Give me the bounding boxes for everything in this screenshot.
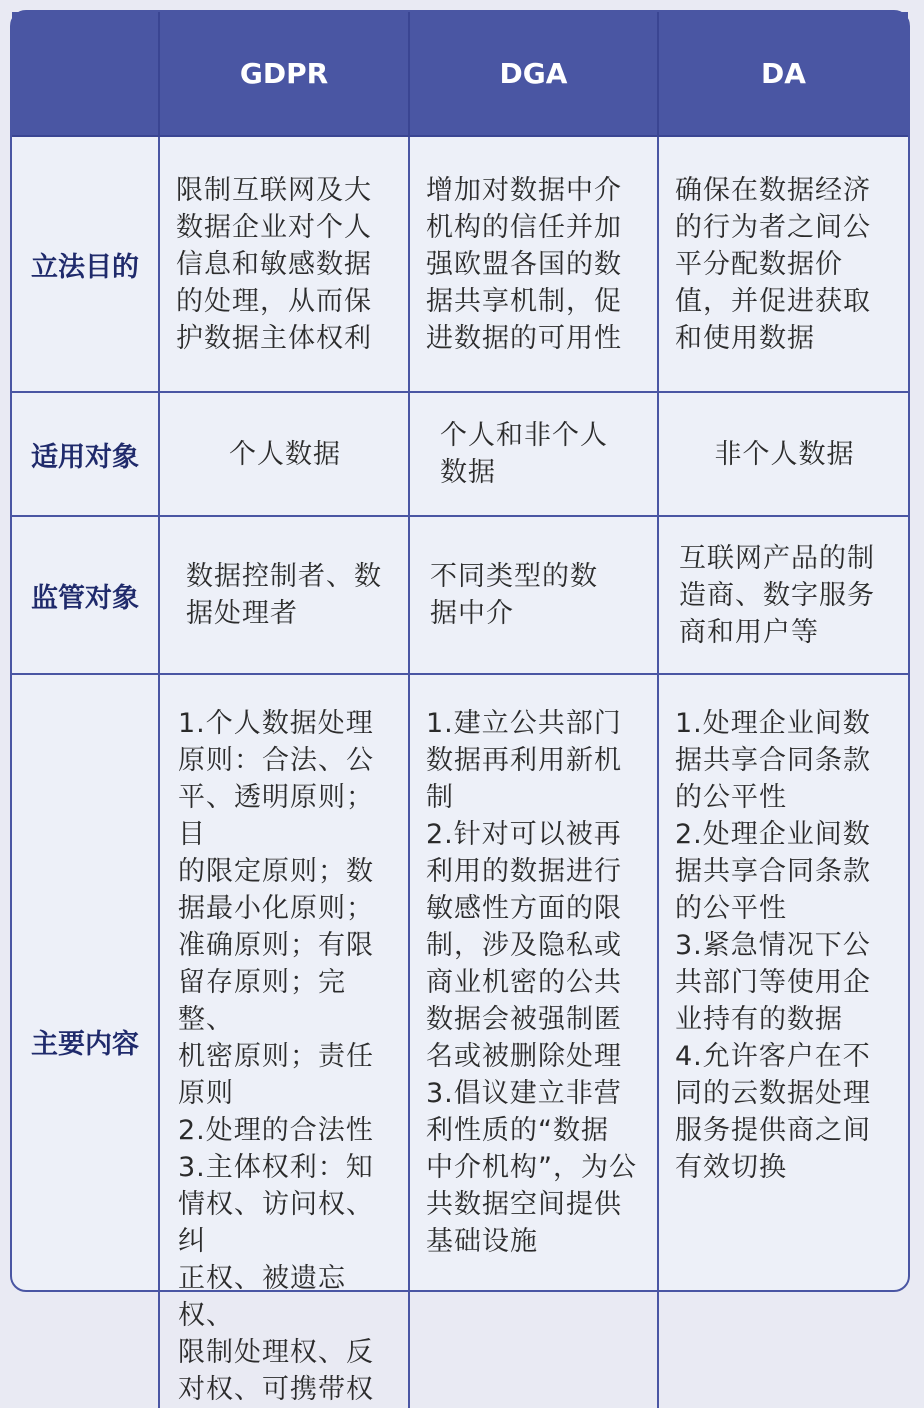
cell-da-purpose: 确保在数据经济 的行为者之间公 平分配数据价 值，并促进获取 和使用数据 xyxy=(658,136,908,392)
row-label-purpose: 立法目的 xyxy=(12,136,159,392)
header-gdpr: GDPR xyxy=(159,12,409,136)
cell-dga-purpose: 增加对数据中介 机构的信任并加 强欧盟各国的数 据共享机制，促 进数据的可用性 xyxy=(409,136,658,392)
cell-dga-content: 1.建立公共部门 数据再利用新机 制 2.针对可以被再 利用的数据进行 敏感性方面的限 制，涉及隐私或 商业机密的公共 数据会被强制匿 名或被删除处理 3.倡议建立非营 利性质的“数据 中介机构”，为公 共数据空间提供 基础设施 xyxy=(409,674,658,1408)
table-row xyxy=(12,516,908,674)
cell-gdpr-scope: 个人数据 xyxy=(159,392,409,516)
cell-gdpr-purpose: 限制互联网及大 数据企业对个人 信息和敏感数据 的处理，从而保 护数据主体权利 xyxy=(159,136,409,392)
comparison-table-container xyxy=(10,10,910,1405)
header-da: DA xyxy=(658,12,908,136)
row-label-scope: 适用对象 xyxy=(12,392,159,516)
comparison-table xyxy=(12,12,908,1408)
row-label-regulated: 监管对象 xyxy=(12,516,159,674)
header-row xyxy=(12,12,908,136)
cell-da-scope: 非个人数据 xyxy=(658,392,908,516)
cell-da-content: 1.处理企业间数 据共享合同条款 的公平性 2.处理企业间数 据共享合同条款 的公平性 3.紧急情况下公 共部门等使用企 业持有的数据 4.允许客户在不 同的云数据处理 服务提供商之间 有效切换 xyxy=(658,674,908,1408)
header-dga: DGA xyxy=(409,12,658,136)
cell-dga-scope: 个人和非个人 数据 xyxy=(409,392,658,516)
header-corner xyxy=(12,12,159,136)
table-row xyxy=(12,674,908,1408)
cell-gdpr-content: 1.个人数据处理 原则：合法、公 平、透明原则；目 的限定原则；数 据最小化原则； 准确原则；有限 留存原则；完整、 机密原则；责任 原则 2.处理的合法性 3.主体权利：知 情权、访问权、纠 正权、被遗忘权、 限制处理权、反 对权、可携带权 xyxy=(159,674,409,1408)
cell-gdpr-regulated: 数据控制者、数 据处理者 xyxy=(159,516,409,674)
cell-da-regulated: 互联网产品的制 造商、数字服务 商和用户等 xyxy=(658,516,908,674)
table-row xyxy=(12,392,908,516)
table-row xyxy=(12,136,908,392)
cell-dga-regulated: 不同类型的数 据中介 xyxy=(409,516,658,674)
row-label-content: 主要内容 xyxy=(12,674,159,1408)
